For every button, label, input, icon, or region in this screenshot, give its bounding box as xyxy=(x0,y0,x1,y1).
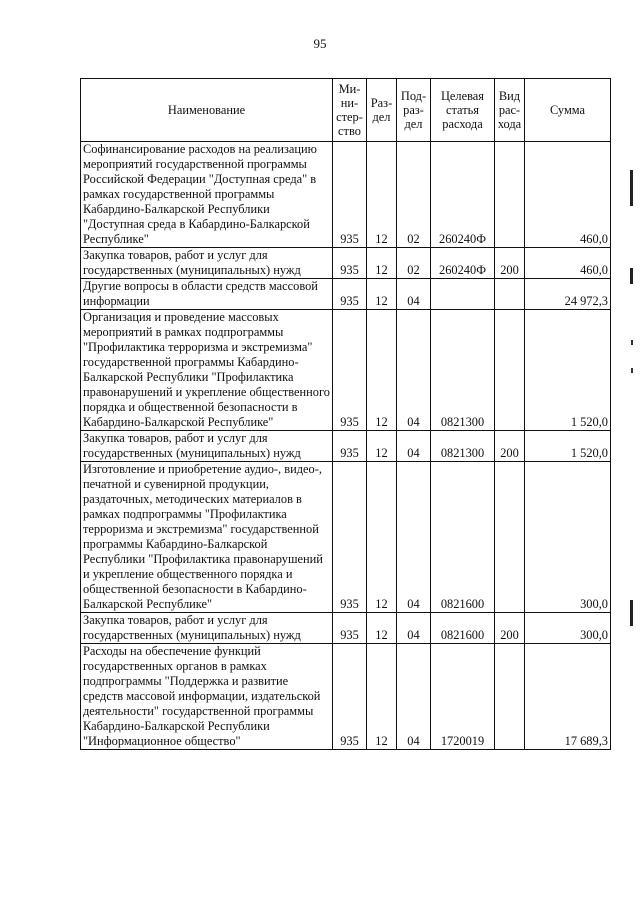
header-ministry: Ми- ни- стер- ство xyxy=(333,79,367,142)
cell-type xyxy=(495,310,525,431)
page-number: 95 xyxy=(313,36,327,51)
header-target: Целевая статья расхода xyxy=(431,79,495,142)
header-row xyxy=(81,79,611,142)
cell-name: Организация и проведение массовых мероприятий в рамках подпрограммы "Профилактика терроризма и экстремизма" государственной программы Кабардино-Балкарской Республики "Профилактика правонарушений и укрепление общественного порядка и общественной безопасности в Кабардино-Балкарской Республике" xyxy=(81,310,333,431)
header-section: Раз- дел xyxy=(367,79,397,142)
cell-name: Изготовление и приобретение аудио-, видео-, печатной и сувенирной продукции, раздаточных, методических материалов в рамках подпрограммы "Профилактика терроризма и экстремизма" государственной программы Кабардино-Балкарской Республики "Профилактика правонарушений и укрепление общественного порядка и общественной безопасности в Кабардино-Балкарской Республике" xyxy=(81,462,333,613)
cell-target: 260240Ф xyxy=(431,248,495,279)
header-sum: Сумма xyxy=(525,79,611,142)
cell-sum: 17 689,3 xyxy=(525,644,611,750)
cell-section: 12 xyxy=(367,431,397,462)
cell-target: 0821600 xyxy=(431,462,495,613)
cell-target: 0821300 xyxy=(431,310,495,431)
cell-subsection: 02 xyxy=(397,142,431,248)
cell-ministry: 935 xyxy=(333,248,367,279)
cell-type xyxy=(495,279,525,310)
cell-target: 0821600 xyxy=(431,613,495,644)
scan-edge-mark xyxy=(630,600,633,626)
table-row xyxy=(81,248,611,279)
cell-name: Другие вопросы в области средств массовой информации xyxy=(81,279,333,310)
table-row xyxy=(81,310,611,431)
cell-target: 0821300 xyxy=(431,431,495,462)
cell-name: Расходы на обеспечение функций государственных органов в рамках подпрограммы "Поддержка и развитие средств массовой информации, издательской деятельности" государственной программы Кабардино-Балкарской Республики "Информационное общество" xyxy=(81,644,333,750)
cell-section: 12 xyxy=(367,142,397,248)
cell-subsection: 04 xyxy=(397,310,431,431)
cell-type: 200 xyxy=(495,431,525,462)
cell-type: 200 xyxy=(495,613,525,644)
cell-sum: 24 972,3 xyxy=(525,279,611,310)
cell-subsection: 04 xyxy=(397,462,431,613)
cell-name: Софинансирование расходов на реализацию мероприятий государственной программы Российской Федерации "Доступная среда" в рамках государственной программы Кабардино-Балкарской Республики "Доступная среда в Кабардино-Балкарской Республике" xyxy=(81,142,333,248)
table-row xyxy=(81,431,611,462)
cell-ministry: 935 xyxy=(333,644,367,750)
table-row xyxy=(81,279,611,310)
header-type: Вид рас- хода xyxy=(495,79,525,142)
table-row xyxy=(81,644,611,750)
cell-section: 12 xyxy=(367,613,397,644)
cell-section: 12 xyxy=(367,462,397,613)
cell-target: 260240Ф xyxy=(431,142,495,248)
cell-name: Закупка товаров, работ и услуг для государственных (муниципальных) нужд xyxy=(81,613,333,644)
cell-ministry: 935 xyxy=(333,279,367,310)
cell-subsection: 04 xyxy=(397,431,431,462)
scan-edge-mark xyxy=(630,268,633,284)
header-subsection: Под- раз- дел xyxy=(397,79,431,142)
cell-section: 12 xyxy=(367,644,397,750)
cell-subsection: 04 xyxy=(397,613,431,644)
cell-sum: 300,0 xyxy=(525,613,611,644)
cell-sum: 460,0 xyxy=(525,248,611,279)
cell-subsection: 04 xyxy=(397,279,431,310)
cell-sum: 300,0 xyxy=(525,462,611,613)
table-row xyxy=(81,142,611,248)
cell-type: 200 xyxy=(495,248,525,279)
table-body xyxy=(81,142,611,750)
header-name: Наименование xyxy=(81,79,333,142)
cell-sum: 1 520,0 xyxy=(525,310,611,431)
cell-ministry: 935 xyxy=(333,310,367,431)
cell-section: 12 xyxy=(367,279,397,310)
table-row xyxy=(81,462,611,613)
cell-sum: 1 520,0 xyxy=(525,431,611,462)
cell-subsection: 04 xyxy=(397,644,431,750)
cell-ministry: 935 xyxy=(333,462,367,613)
cell-subsection: 02 xyxy=(397,248,431,279)
cell-target xyxy=(431,279,495,310)
cell-type xyxy=(495,142,525,248)
scan-edge-mark xyxy=(631,340,633,345)
cell-name: Закупка товаров, работ и услуг для государственных (муниципальных) нужд xyxy=(81,431,333,462)
cell-ministry: 935 xyxy=(333,613,367,644)
budget-table xyxy=(80,78,611,750)
cell-name: Закупка товаров, работ и услуг для государственных (муниципальных) нужд xyxy=(81,248,333,279)
scan-edge-mark xyxy=(630,170,633,206)
table-row xyxy=(81,613,611,644)
cell-ministry: 935 xyxy=(333,142,367,248)
cell-section: 12 xyxy=(367,248,397,279)
cell-type xyxy=(495,644,525,750)
cell-sum: 460,0 xyxy=(525,142,611,248)
scan-edge-mark xyxy=(631,368,633,373)
cell-target: 1720019 xyxy=(431,644,495,750)
cell-ministry: 935 xyxy=(333,431,367,462)
cell-section: 12 xyxy=(367,310,397,431)
cell-type xyxy=(495,462,525,613)
